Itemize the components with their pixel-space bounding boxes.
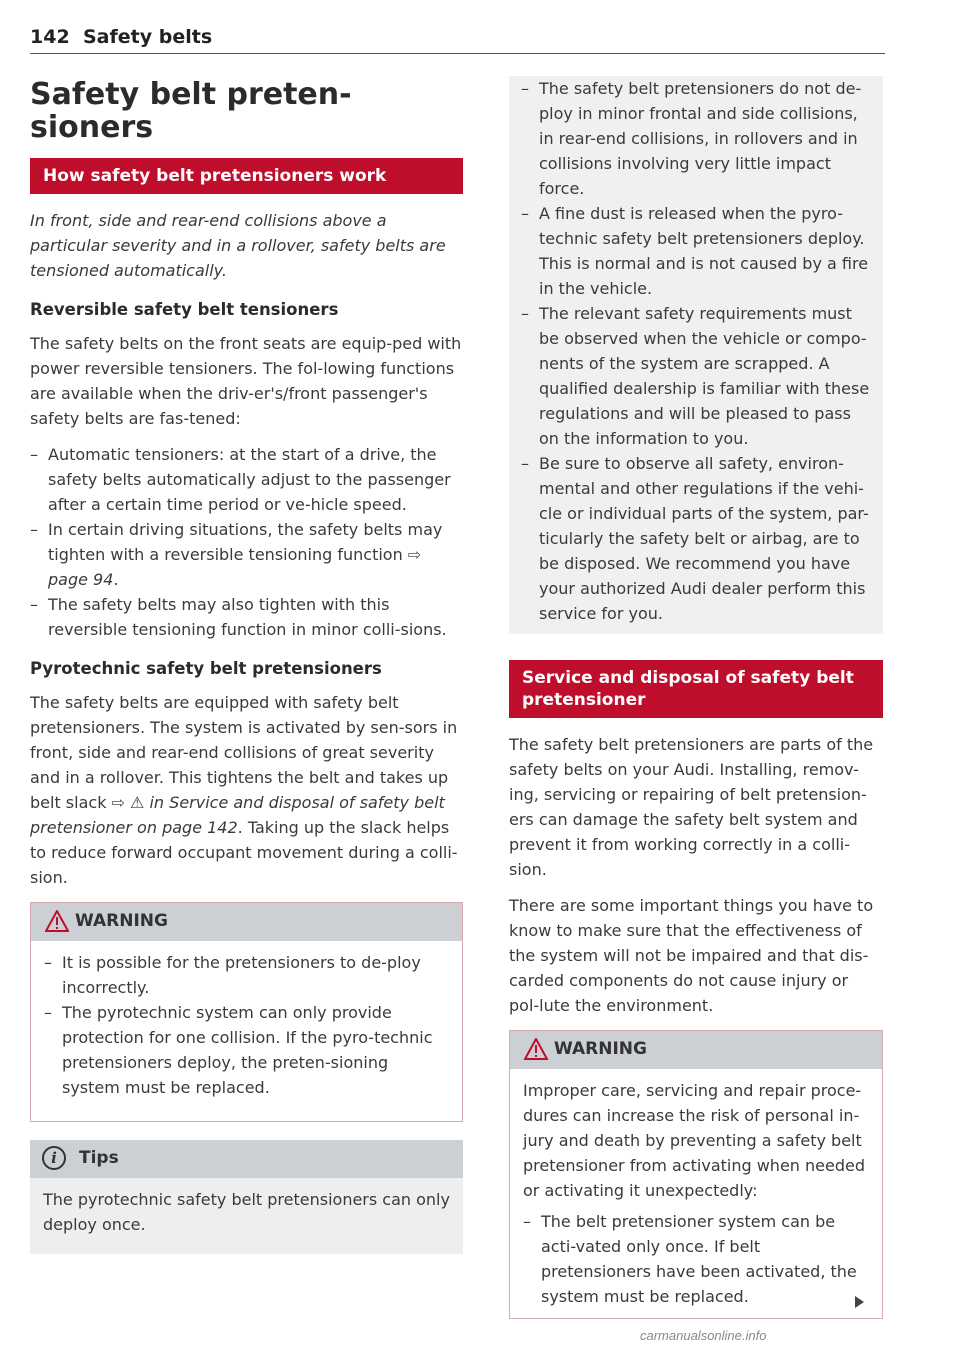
list-item: – A fine dust is released when the pyro-technic safety belt pretensioners deploy. This is normal and is not caused by a fire in the vehicle. — [521, 201, 871, 301]
list-item: – The safety belt pretensioners do not de-ploy in minor frontal and side collisions, in rear-end collisions, in rollovers and in collisions involving very little impact force. — [521, 76, 871, 201]
warning-triangle-icon — [45, 910, 69, 932]
warning-triangle-icon — [524, 1038, 548, 1060]
continued-warning-panel — [509, 76, 883, 634]
left-column — [30, 78, 463, 1254]
warning-label: WARNING — [554, 1039, 647, 1059]
warning-label: WARNING — [75, 911, 168, 931]
list-item: – The pyrotechnic system can only provide protection for one collision. If the pyro-technic pretensioners deploy, the preten-sioning system must be replaced. — [44, 1000, 449, 1100]
list-item: – The relevant safety requirements must be observed when the vehicle or compo-nents of the system are scrapped. A qualified dealership is familiar with these regulations and will be pleased to pass on the information to you. — [521, 301, 871, 451]
list-item: – The safety belts may also tighten with this reversible tensioning function in minor colli-sions. — [30, 592, 463, 642]
warning-box-right — [509, 1030, 883, 1319]
reversible-heading: Reversible safety belt tensioners — [30, 300, 339, 319]
service-paragraph-1: The safety belt pretensioners are parts of the safety belts on your Audi. Installing, remov-ing, servicing or repairing of belt pretension-ers can damage the safety belt system and prevent it from working correctly in a colli-sion. — [509, 735, 874, 879]
warning-body — [510, 1069, 882, 1318]
list-item: – It is possible for the pretensioners to de-ploy incorrectly. — [44, 950, 449, 1000]
pyrotechnic-text: The safety belts are equipped with safety belt pretensioners. The system is activated by sen-sors in front, side and rear-end collisions of great severity and in a rollover. This tightens the belt and takes up belt slack ⇨ ⚠ in Service and disposal of safety belt pretensioner on page 142. Taking up the slack helps to reduce forward occupant movement during a colli-sion. — [30, 693, 458, 887]
section-title: Safety belts — [83, 26, 213, 48]
list-item: – The belt pretensioner system can be acti-vated only once. If belt pretensioners have been activated, the system must be replaced. — [523, 1209, 869, 1309]
reversible-list — [30, 442, 463, 642]
reversible-text: The safety belts on the front seats are equip-ped with power reversible tensioners. The fol-lowing functions are available when the driv-er's/front passenger's safety belts are fas-tened: — [30, 334, 462, 428]
list-item: – Be sure to observe all safety, environ-mental and other regulations if the vehi-cle or individual parts of the system, par-ticularly the safety belt or airbag, are to be disposed. We recommend you have your authorized Audi dealer perform this service for you. — [521, 451, 871, 626]
tips-body — [30, 1178, 463, 1254]
page-number: 142 — [30, 26, 70, 48]
arrow-right-icon: ⇨ — [407, 545, 422, 564]
intro-text: In front, side and rear-end collisions above a particular severity and in a rollover, safety belts are tensioned automatically. — [30, 211, 446, 280]
warning-header — [510, 1031, 882, 1069]
list-item: – Automatic tensioners: at the start of a drive, the safety belts automatically adjust to the passenger after a certain time period or ve-hicle speed. — [30, 442, 463, 517]
tips-header — [30, 1140, 463, 1178]
page-header — [30, 24, 885, 54]
list-item: – In certain driving situations, the safety belts may tighten with a reversible tensioning function ⇨ page 94. — [30, 517, 463, 592]
page-title: Safety belt preten- sioners — [30, 77, 352, 145]
watermark: carmanualsonline.info — [640, 1328, 767, 1343]
warning-body — [31, 941, 462, 1121]
cross-reference-link[interactable]: in Service and disposal of safety belt pretensioner on page 142 — [30, 793, 445, 837]
continue-arrow-icon — [855, 1296, 864, 1308]
arrow-right-icon: ⇨ — [111, 793, 125, 812]
warning-box — [30, 902, 463, 1122]
right-column — [509, 78, 883, 1319]
tips-text: The pyrotechnic safety belt pretensioners can only deploy once. — [43, 1190, 450, 1234]
info-icon: i — [42, 1146, 66, 1170]
pyrotechnic-heading: Pyrotechnic safety belt pretensioners — [30, 659, 382, 678]
warning-header — [31, 903, 462, 941]
section-bar-service-disposal: Service and disposal of safety belt pretensioner — [509, 660, 883, 718]
tips-label: Tips — [79, 1148, 119, 1168]
page-reference-link[interactable]: page 94 — [48, 570, 114, 589]
service-paragraph-2: There are some important things you have to know to make sure that the effectiveness of the system will not be impaired and that dis-carded components do not cause injury or pol-lute the environment. — [509, 896, 874, 1015]
warning-triangle-icon: ⚠ — [130, 793, 145, 812]
tips-box — [30, 1140, 463, 1254]
section-bar-how-pretensioners-work: How safety belt pretensioners work — [30, 158, 463, 194]
warning-text: Improper care, servicing and repair proce-dures can increase the risk of personal in-jury and death by preventing a safety belt pretensioner from activating when needed or activating it unexpectedly: — [523, 1081, 865, 1200]
